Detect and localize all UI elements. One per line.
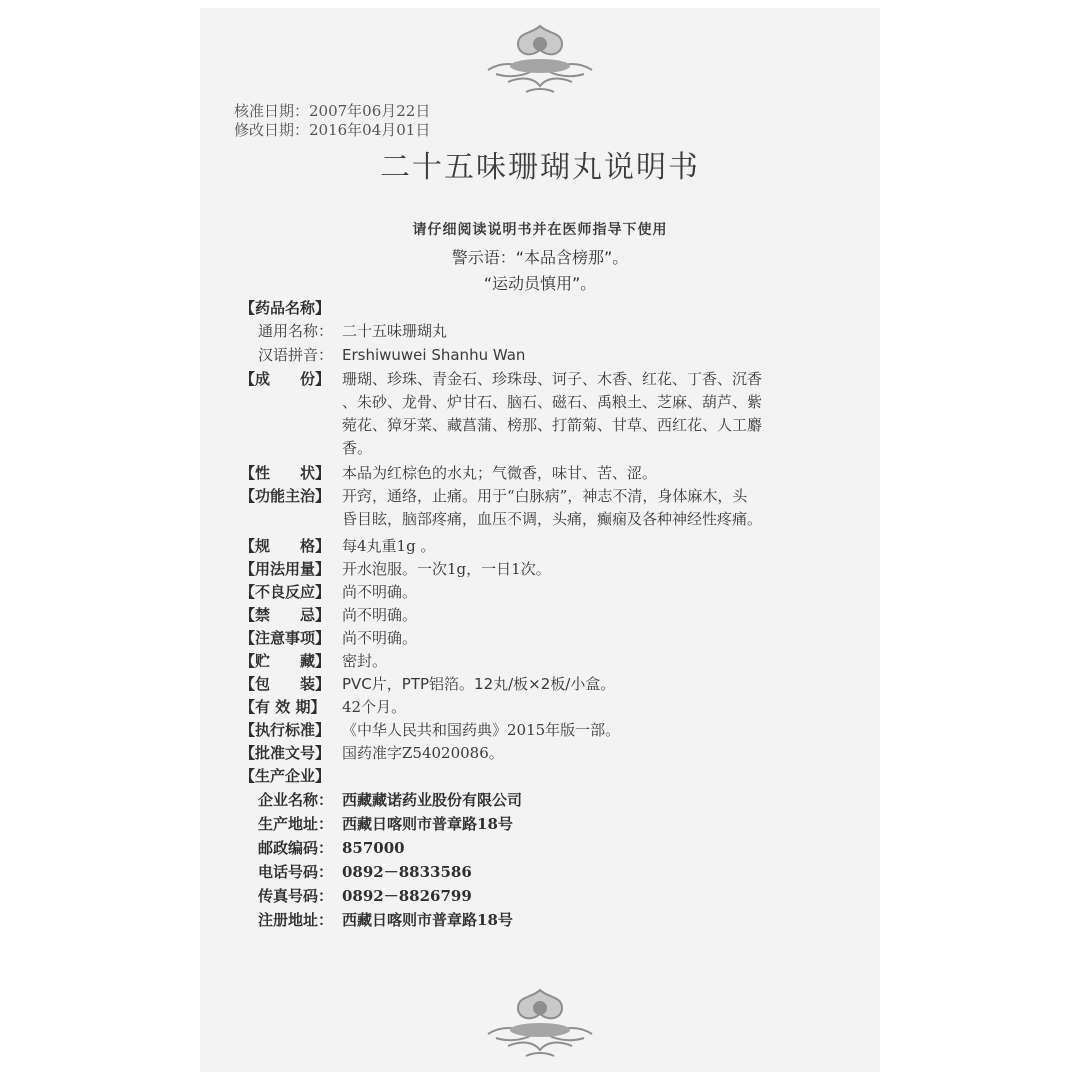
approval-label: 【批准文号】 — [240, 744, 331, 762]
standard-value: 《中华人民共和国药典》2015年版一部。 — [342, 721, 621, 739]
spec-label: 【规 格】 — [240, 537, 331, 555]
phone-label: 电话号码： — [258, 863, 334, 881]
ingredients-label: 【成 份】 — [240, 370, 331, 388]
adverse-value: 尚不明确。 — [342, 583, 418, 601]
contra-value: 尚不明确。 — [342, 606, 418, 624]
drug-name-label: 【药品名称】 — [240, 299, 331, 317]
validity-value: 42个月。 — [342, 698, 407, 716]
pinyin-label: 汉语拼音： — [258, 346, 334, 364]
indications-line: 开窍，通络，止痛。用于“白脉病”，神志不清，身体麻木，头 — [342, 487, 748, 505]
warning-line-1: 警示语：“本品含榜那”。 — [451, 248, 629, 267]
production-address-label: 生产地址： — [258, 815, 334, 833]
generic-name-value: 二十五味珊瑚丸 — [342, 322, 448, 340]
indications-line: 昏目眩，脑部疼痛，血压不调，头痛，癫痫及各种神经性疼痛。 — [342, 510, 763, 528]
package-value: PVC片，PTP铝箔。12丸/板×2板/小盒。 — [342, 675, 616, 693]
validity-label: 【有 效 期】 — [240, 698, 326, 716]
ingredients-line: 菀花、獐牙菜、藏菖蒲、榜那、打箭菊、甘草、西红花、人工麝 — [342, 416, 763, 434]
properties-label: 【性 状】 — [240, 464, 331, 482]
properties-value: 本品为红棕色的水丸；气微香，味甘、苦、涩。 — [342, 464, 658, 482]
warning-line-2: “运动员慎用”。 — [483, 274, 597, 293]
ingredients-value — [342, 368, 842, 460]
postcode-label: 邮政编码： — [258, 839, 334, 857]
registered-address-label: 注册地址： — [258, 911, 334, 929]
pinyin-value: Ershiwuwei Shanhu Wan — [342, 346, 526, 364]
spec-value: 每4丸重1g 。 — [342, 537, 436, 555]
manufacturer-label: 【生产企业】 — [240, 767, 331, 785]
phone-value: 0892－8833586 — [342, 863, 472, 881]
fax-value: 0892－8826799 — [342, 887, 472, 905]
package-label: 【包 装】 — [240, 675, 331, 693]
company-name-value: 西藏藏诺药业股份有限公司 — [342, 791, 523, 809]
indications-label: 【功能主治】 — [240, 487, 331, 505]
revise-date: 修改日期：2016年04月01日 — [234, 121, 431, 139]
generic-name-label: 通用名称： — [258, 322, 334, 340]
production-address-value: 西藏日喀则市普章路18号 — [342, 815, 513, 833]
usage-value: 开水泡服。一次1g，一日1次。 — [342, 560, 551, 578]
indications-value — [342, 485, 842, 531]
storage-label: 【贮 藏】 — [240, 652, 331, 670]
ingredients-line: 珊瑚、珍珠、青金石、珍珠母、诃子、木香、红花、丁香、沉香 — [342, 370, 763, 388]
approval-value: 国药准字Z54020086。 — [342, 744, 504, 762]
precautions-value: 尚不明确。 — [342, 629, 418, 647]
precautions-label: 【注意事项】 — [240, 629, 331, 647]
registered-address-value: 西藏日喀则市普章路18号 — [342, 911, 513, 929]
approve-date: 核准日期：2007年06月22日 — [234, 102, 431, 120]
fax-label: 传真号码： — [258, 887, 334, 905]
dates-block — [234, 102, 430, 140]
usage-notice: 请仔细阅读说明书并在医师指导下使用 — [412, 222, 668, 238]
ingredients-line: 香。 — [342, 439, 373, 457]
usage-label: 【用法用量】 — [240, 560, 331, 578]
document-title: 二十五味珊瑚丸说明书 — [380, 150, 700, 185]
standard-label: 【执行标准】 — [240, 721, 331, 739]
ingredients-line: 、朱砂、龙骨、炉甘石、脑石、磁石、禹粮土、芝麻、葫芦、紫 — [342, 393, 763, 411]
postcode-value: 857000 — [342, 839, 405, 857]
company-name-label: 企业名称： — [258, 791, 334, 809]
contra-label: 【禁 忌】 — [240, 606, 331, 624]
cloud-ornament-top-icon — [478, 20, 602, 100]
adverse-label: 【不良反应】 — [240, 583, 331, 601]
cloud-ornament-bottom-icon — [478, 984, 602, 1064]
storage-value: 密封。 — [342, 652, 388, 670]
